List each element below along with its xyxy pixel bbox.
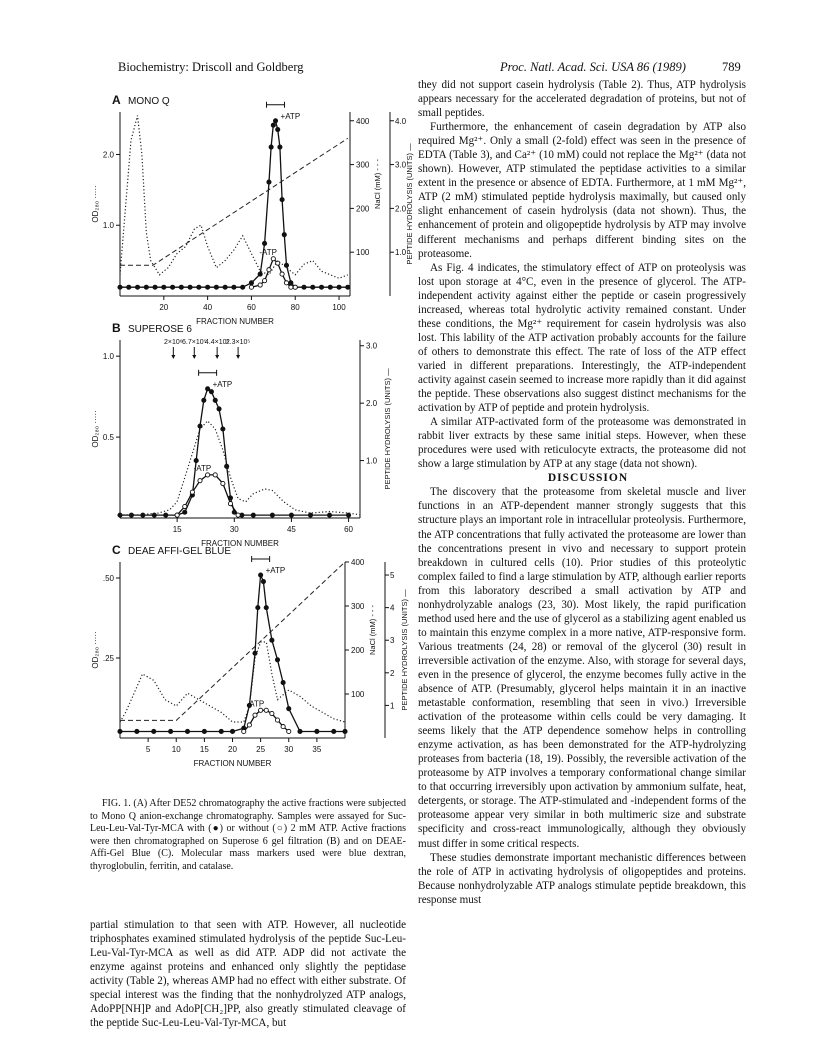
minus-atp-point bbox=[262, 279, 266, 283]
plus-atp-point bbox=[337, 285, 341, 289]
plus-atp-point bbox=[118, 285, 122, 289]
minus-atp-point bbox=[259, 708, 263, 712]
pep-tick-label: 4.0 bbox=[395, 116, 407, 126]
plus-atp-point bbox=[346, 285, 350, 289]
pep-tick-label: 3 bbox=[390, 636, 395, 646]
nacl-tick-label: 100 bbox=[356, 248, 370, 258]
od-axis-label: OD₂₈₀ ····· bbox=[91, 185, 100, 223]
minus-atp-point bbox=[271, 257, 275, 261]
x-tick-label: 60 bbox=[246, 303, 256, 312]
plus-atp-point bbox=[209, 390, 213, 394]
minus-atp-point bbox=[228, 502, 232, 506]
nacl-tick-label: 300 bbox=[351, 602, 365, 611]
x-tick-label: 60 bbox=[344, 525, 354, 534]
x-tick-label: 30 bbox=[284, 745, 294, 754]
nacl-tick-label: 400 bbox=[351, 558, 365, 567]
plus-atp-label: +ATP bbox=[280, 111, 301, 121]
plus-atp-point bbox=[206, 285, 210, 289]
plus-atp-point bbox=[249, 281, 253, 285]
discussion-paragraph-1: The discovery that the proteasome from skeletal muscle and liver functions in an ATP-dependent manner strongly suggests that this structure plays an important role in intracellular proteolysis. Furthermore, the ATP concentrations that fully activated the proteasome are lower than the concentrations present in vivo and necessary to support protein breakdown in cultured cells (10). Prior studies of this proteolytic complex failed to find a large stimulation by ATP, although earlier reports from this laboratory described a small activation by ATP and nonhydrolyzable analogs (23, 30). Most likely, the rapid purification method used here and the use of glycerol as a stabilizing agent enabled us to maintain this enzyme complex in a more native, ATP-responsive form. Various treatments (24, 28) or removal of the glycerol (30) result in irreversible activation of the enzyme. Also, with storage for several days, even in the presence of glycerol, the enzyme becomes fully active in the absence of ATP. (Presumably, glycerol helps maintain it in an inactive metastable conformation, resembling that seen in vivo.) Irreversible activation of the proteasome within cells could be very damaging. It seems likely that the ATP dependence somehow helps in controlling enzyme activation, as has been demonstrated for the ATP-hydrolyzing proteases from bacteria (18, 19). Possibly, the reversible activation of the proteasome by ATP involves a temporary conformational change similar to that occurring irreversibly upon activation by ammonium sulfate, heat, detergents, or storage. The ATP-stimulated and -independent forms of the proteasome appear very similar in both multimeric size and substrate specificity and cross-react immunologically, although they obviously must differ in some critical respects. bbox=[418, 486, 746, 850]
left-column-text bbox=[90, 918, 406, 1030]
plus-atp-point bbox=[287, 707, 291, 711]
x-tick-label: 100 bbox=[332, 303, 346, 312]
minus-atp-label: -ATP bbox=[259, 247, 277, 257]
minus-atp-point bbox=[242, 729, 246, 733]
plus-atp-point bbox=[188, 285, 192, 289]
plus-atp-point bbox=[271, 123, 275, 127]
mass-marker-label: 4.4×10⁵ bbox=[204, 339, 230, 346]
pep-axis-label: PEPTIDE HYDROLYSIS (UNITS) — bbox=[400, 589, 409, 711]
pep-tick-label: 3.0 bbox=[366, 341, 378, 351]
plus-atp-point bbox=[261, 579, 265, 583]
plus-atp-point bbox=[278, 145, 282, 149]
od-tick-label: .25 bbox=[102, 654, 114, 663]
minus-atp-point bbox=[281, 724, 285, 728]
discussion-paragraph-2: These studies demonstrate important mechanistic differences between the role of ATP in activating hydrolysis of oligopeptides and proteins. Because nonhydrolyzable ATP analogs stimulate peptide breakdown, this response must bbox=[418, 851, 746, 906]
plus-atp-point bbox=[162, 285, 166, 289]
right-paragraph-4: A similar ATP-activated form of the proteasome was demonstrated in rabbit liver extracts by these same initial steps. However, when these procedures were used with reticulocyte extracts, the proteasome did not show a large stimulation by ATP at any stage (data not shown). bbox=[418, 416, 746, 471]
x-axis-label: FRACTION NUMBER bbox=[201, 539, 279, 548]
plus-atp-point bbox=[289, 513, 293, 517]
minus-atp-point bbox=[183, 504, 187, 508]
plus-atp-point bbox=[221, 427, 225, 431]
minus-atp-point bbox=[267, 268, 271, 272]
plus-atp-point bbox=[206, 387, 210, 391]
minus-atp-label: -ATP bbox=[246, 699, 265, 709]
plus-atp-point bbox=[327, 513, 331, 517]
panel-letter: B bbox=[112, 321, 121, 335]
nacl-gradient-line bbox=[120, 562, 345, 720]
plus-atp-point bbox=[129, 513, 133, 517]
plus-atp-point bbox=[202, 729, 206, 733]
plus-atp-point bbox=[183, 510, 187, 514]
pep-tick-label: 2 bbox=[390, 668, 395, 678]
od-axis-label: OD₂₈₀ ····· bbox=[91, 410, 100, 448]
panel-letter: C bbox=[112, 543, 121, 557]
mass-marker-label: 6.7×10⁵ bbox=[182, 339, 207, 346]
left-paragraph: partial stimulation to that seen with ATP. However, all nucleotide triphosphates examined stimulated hydrolysis of the peptide Suc-Leu-Leu-Val-Tyr-MCA as well as did ATP. ADP did not activate the enzyme against proteins and enhanced only slightly the peptidase activity (Table 2), whereas AMP had no effect with either substrate. Of special interest was the finding that the nonhydrolyzed ATP analogs, AdoPP[NH]P and AdoP[CH₂]PP, also greatly stimulated cleavage of the peptide Suc-Leu-Leu-Val-Tyr-MCA, but bbox=[90, 919, 406, 1030]
plus-atp-point bbox=[213, 398, 217, 402]
plus-atp-point bbox=[328, 285, 332, 289]
nacl-axis-label: NaCl (mM) - - - bbox=[368, 605, 377, 655]
caption-text: FIG. 1. (A) After DE52 chromatography the active fractions were subjected to Mono Q anion-exchange chromatography. Samples were assayed for Suc-Leu-Leu-Val-Tyr-MCA with (●) or without (○) 2 mM ATP. Active fractions were then chromatographed on Superose 6 gel filtration (B) and on DEAE-Affi-Gel Blue (C). Molecular mass markers used were blue dextran, thyroglobulin, ferritin, and catalase. bbox=[90, 798, 406, 872]
right-paragraph-3: As Fig. 4 indicates, the stimulatory effect of ATP on proteolysis was lost upon storage at 4°C, even in the presence of glycerol. The ATP-independent activity against either the peptide or casein progressively increased, whereas total hydrolytic activity remained constant. Under these conditions, the Mg²⁺ requirement for casein hydrolysis was also lost. This lability of the ATP activation probably accounts for the failure of others to demonstrate this effect. The rate of loss of the ATP effect varied in different preparations. Interestingly, the ATP-independent activity against casein seemed to increase more rapidly than it did against the peptide. These observations also suggest distinct mechanisms for the activation by ATP of peptide and protein hydrolysis. bbox=[418, 261, 746, 415]
pep-tick-label: 5 bbox=[390, 571, 395, 581]
x-tick-label: 20 bbox=[159, 303, 169, 312]
minus-atp-point bbox=[289, 285, 293, 289]
x-tick-label: 5 bbox=[145, 745, 151, 754]
plus-atp-point bbox=[194, 458, 198, 462]
page-number: 789 bbox=[722, 60, 741, 74]
od-tick-label: 1.0 bbox=[102, 352, 114, 362]
mass-marker-arrowhead bbox=[236, 355, 240, 359]
od280-line bbox=[120, 116, 348, 279]
minus-atp-point bbox=[236, 513, 240, 517]
od-tick-label: 0.5 bbox=[102, 433, 114, 443]
minus-atp-point bbox=[284, 281, 288, 285]
running-header-journal: Proc. Natl. Acad. Sci. USA 86 (1989) bbox=[500, 60, 686, 74]
pep-tick-label: 1.0 bbox=[395, 248, 407, 258]
minus-atp-point bbox=[175, 513, 179, 517]
plus-atp-point bbox=[185, 729, 189, 733]
plus-atp-point bbox=[135, 285, 139, 289]
plus-atp-line bbox=[120, 575, 345, 732]
plus-atp-point bbox=[258, 272, 262, 276]
panel-title: SUPEROSE 6 bbox=[128, 324, 192, 335]
x-tick-label: 15 bbox=[172, 525, 182, 534]
minus-atp-point bbox=[270, 711, 274, 715]
od-tick-label: 2.0 bbox=[102, 150, 114, 160]
od280-line bbox=[120, 421, 360, 515]
x-axis-label: FRACTION NUMBER bbox=[196, 317, 274, 326]
right-paragraph-1: they did not support casein hydrolysis (Table 2). Thus, ATP hydrolysis appears necessary for the accelerated degradation of proteins, but not of small peptides. bbox=[418, 79, 746, 120]
plus-atp-point bbox=[273, 119, 277, 123]
right-column-text bbox=[418, 78, 746, 907]
plus-atp-point bbox=[164, 513, 168, 517]
minus-atp-point bbox=[275, 718, 279, 722]
nacl-tick-label: 200 bbox=[356, 204, 370, 214]
plus-atp-point bbox=[230, 729, 234, 733]
plus-atp-point bbox=[179, 285, 183, 289]
nacl-tick-label: 100 bbox=[351, 690, 365, 699]
plus-atp-point bbox=[256, 606, 260, 610]
plus-atp-point bbox=[153, 285, 157, 289]
running-header-authors: Biochemistry: Driscoll and Goldberg bbox=[118, 60, 304, 74]
mass-marker-label: 2×10⁶ bbox=[164, 339, 183, 346]
minus-atp-point bbox=[293, 285, 297, 289]
panel-title: DEAE AFFI-GEL BLUE bbox=[128, 546, 231, 557]
plus-atp-point bbox=[270, 513, 274, 517]
plus-atp-point bbox=[232, 285, 236, 289]
pep-tick-label: 3.0 bbox=[395, 160, 407, 170]
plus-atp-point bbox=[202, 398, 206, 402]
x-tick-label: 45 bbox=[286, 525, 296, 534]
plus-atp-line bbox=[120, 121, 348, 287]
figure-caption bbox=[90, 798, 406, 873]
plus-atp-point bbox=[217, 407, 221, 411]
nacl-tick-label: 400 bbox=[356, 116, 370, 126]
mass-marker-label: 2.3×10⁵ bbox=[225, 339, 251, 346]
plus-atp-point bbox=[259, 573, 263, 577]
plus-atp-point bbox=[270, 638, 274, 642]
plus-atp-point bbox=[282, 233, 286, 237]
plus-atp-point bbox=[264, 606, 268, 610]
od280-line bbox=[120, 642, 345, 722]
pep-tick-label: 4 bbox=[390, 603, 395, 613]
pep-tick-label: 2.0 bbox=[366, 399, 378, 409]
plus-atp-point bbox=[251, 513, 255, 517]
plus-atp-line bbox=[120, 389, 349, 515]
plus-atp-point bbox=[308, 513, 312, 517]
plus-atp-point bbox=[170, 285, 174, 289]
minus-atp-point bbox=[280, 272, 284, 276]
panel-letter: A bbox=[112, 93, 121, 107]
x-tick-label: 40 bbox=[203, 303, 213, 312]
x-tick-label: 10 bbox=[171, 745, 181, 754]
mass-marker-arrowhead bbox=[192, 355, 196, 359]
plus-atp-point bbox=[169, 729, 173, 733]
x-axis-label: FRACTION NUMBER bbox=[193, 759, 272, 768]
minus-atp-point bbox=[253, 713, 257, 717]
pep-tick-label: 2.0 bbox=[395, 204, 407, 214]
mass-marker-arrowhead bbox=[215, 355, 219, 359]
minus-atp-point bbox=[249, 285, 253, 289]
plus-atp-point bbox=[223, 285, 227, 289]
x-tick-label: 30 bbox=[229, 525, 239, 534]
x-tick-label: 20 bbox=[228, 745, 237, 754]
minus-atp-point bbox=[247, 723, 251, 727]
nacl-axis-label: NaCl (mM) - - - bbox=[373, 159, 382, 209]
plus-atp-point bbox=[298, 729, 302, 733]
x-tick-label: 15 bbox=[199, 745, 209, 754]
od-tick-label: .50 bbox=[102, 574, 114, 583]
minus-atp-point bbox=[213, 473, 217, 477]
minus-atp-point bbox=[198, 479, 202, 483]
x-tick-label: 80 bbox=[290, 303, 300, 312]
plus-atp-point bbox=[118, 729, 122, 733]
pep-tick-label: 1 bbox=[390, 701, 395, 711]
panel-title: MONO Q bbox=[128, 96, 170, 107]
x-tick-label: 35 bbox=[312, 745, 322, 754]
plus-atp-point bbox=[152, 729, 156, 733]
plus-atp-point bbox=[280, 198, 284, 202]
plus-atp-label: +ATP bbox=[265, 566, 286, 576]
plus-atp-point bbox=[276, 127, 280, 131]
plus-atp-point bbox=[269, 145, 273, 149]
plus-atp-point bbox=[127, 285, 131, 289]
pep-axis-label: PEPTIDE HYDROLYSIS (UNITS) — bbox=[405, 143, 414, 265]
od-axis-label: OD₂₈₀ ····· bbox=[91, 631, 100, 669]
pep-tick-label: 1.0 bbox=[366, 456, 378, 466]
minus-atp-point bbox=[258, 283, 262, 287]
minus-atp-point bbox=[221, 481, 225, 485]
od-tick-label: 1.0 bbox=[102, 221, 114, 231]
plus-atp-point bbox=[302, 285, 306, 289]
plus-atp-point bbox=[144, 285, 148, 289]
plus-atp-point bbox=[289, 281, 293, 285]
plus-atp-point bbox=[219, 729, 223, 733]
nacl-tick-label: 200 bbox=[351, 646, 365, 655]
plus-atp-label: +ATP bbox=[212, 379, 233, 389]
plus-atp-point bbox=[275, 658, 279, 662]
plus-atp-point bbox=[197, 285, 201, 289]
plus-atp-point bbox=[267, 180, 271, 184]
nacl-gradient-line bbox=[120, 138, 348, 265]
plus-atp-point bbox=[262, 241, 266, 245]
minus-atp-point bbox=[287, 729, 291, 733]
minus-atp-label: -ATP bbox=[193, 463, 212, 473]
plus-atp-point bbox=[311, 285, 315, 289]
minus-atp-point bbox=[206, 473, 210, 477]
nacl-tick-label: 300 bbox=[356, 160, 370, 170]
minus-atp-point bbox=[264, 708, 268, 712]
plus-atp-point bbox=[343, 729, 347, 733]
plus-atp-point bbox=[241, 285, 245, 289]
plus-atp-point bbox=[332, 729, 336, 733]
minus-atp-point bbox=[190, 490, 194, 494]
pep-axis-label: PEPTIDE HYDROLYSIS (UNITS) — bbox=[383, 368, 392, 490]
plus-atp-point bbox=[135, 729, 139, 733]
discussion-heading: DISCUSSION bbox=[547, 472, 629, 485]
plus-atp-point bbox=[319, 285, 323, 289]
plus-atp-point bbox=[214, 285, 218, 289]
plus-atp-point bbox=[281, 680, 285, 684]
x-tick-label: 25 bbox=[256, 745, 266, 754]
plus-atp-point bbox=[315, 729, 319, 733]
right-paragraph-2: Furthermore, the enhancement of casein degradation by ATP also required Mg²⁺. Only a small (2-fold) effect was seen in the presence of EDTA (Table 3), and Ca²⁺ (10 mM) could not replace the Mg²⁺ (data not shown). However, ATP stimulated the peptidase activities to a similar extent in the presence or absence of EDTA. Furthermore, at 1 mM Mg²⁺, ATP (2 mM) stimulated peptide hydrolysis maximally, but caused only slight enhancement of casein hydrolysis (data not shown). Thus, the enhancement of protein and oligopeptide hydrolysis by ATP may involve different mechanisms and perhaps different binding sites on the proteasome. bbox=[418, 121, 746, 260]
mass-marker-arrowhead bbox=[171, 355, 175, 359]
